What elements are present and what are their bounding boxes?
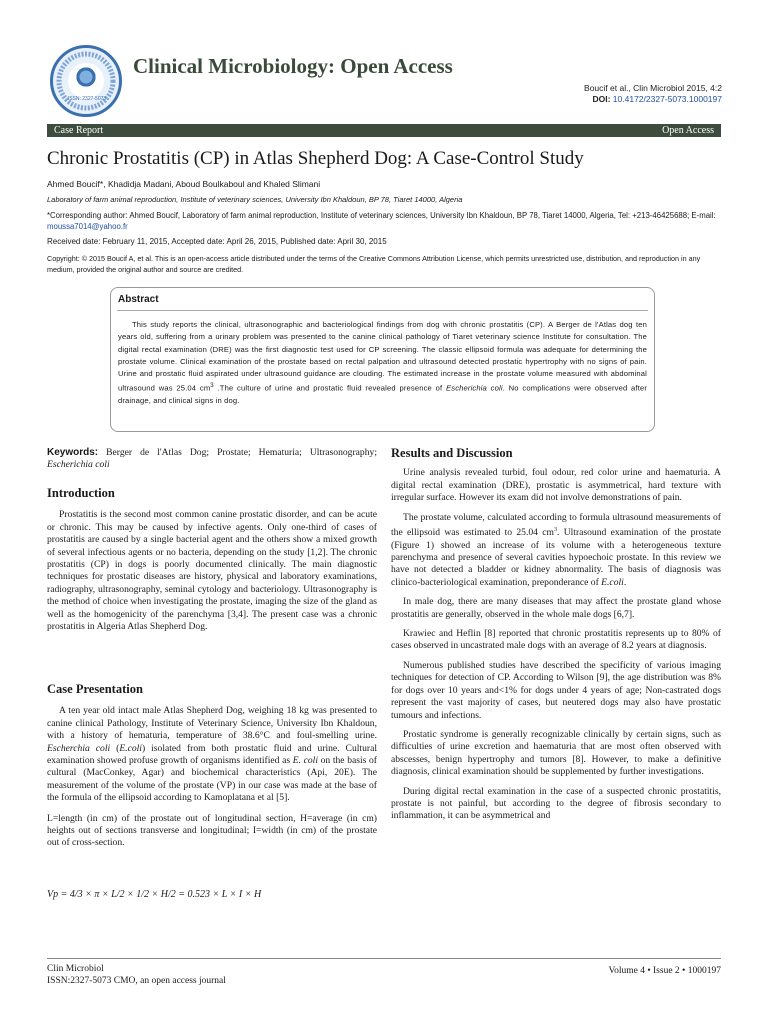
microbe-icon (71, 62, 101, 92)
results-paragraph-1: Urine analysis revealed turbid, foul odour, red color urine and haematuria. A digital rectal examination (DRE), prostatic is asymmetrical, hard texture with irregular surface. However its exam did not involve demonstrations of pain. (391, 467, 721, 504)
logo-issn: ISSN: 2327-5073 (67, 96, 107, 102)
introduction-section (47, 487, 377, 633)
corresponding-text: *Corresponding author: Ahmed Boucif, Laboratory of farm animal reproduction, Institute of veterinary sciences, University Ibn Khaldoun, BP 78, Tiaret 14000, Algeria, Tel: +213-46425688; E-mail: (47, 211, 716, 220)
paper-title: Chronic Prostatitis (CP) in Atlas Shepherd Dog: A Case-Control Study (47, 148, 584, 169)
divider (117, 310, 648, 311)
journal-logo (50, 45, 122, 117)
introduction-heading: Introduction (47, 486, 115, 500)
doi-link[interactable]: 10.4172/2327-5073.1000197 (612, 94, 722, 104)
results-paragraph-6: Prostatic syndrome is generally recognizable clinically by certain signs, such as difficulties of urine excretion and haematuria that are most often observed with abscesses, benign hypertrophy and tumors [8]. However, to make a definitive diagnosis, clinical examination should be supplemented by further investigations. (391, 728, 721, 778)
results-paragraph-7: During digital rectal examination in the case of a suspected chronic prostatitis, prostate is not painful, but according to the degree of fibrosis secondary to inflammation, it can be asymmetrical and (391, 785, 721, 822)
abstract-text: This study reports the clinical, ultrasonographic and bacteriological findings from dog with chronic prostatitis (CP). A Berger de l'Atlas dog ten years old, suffering from a urinary problem was presented to the canine clinical pathology of Tiaret veterinary science Institute for consultation. The digital rectal examination (DRE) was the first diagnostic test used for CP screening. The classic ellipsoid formula was adequate for determining the prostate volume. Clinical examination of the prostate based on rectal palpation and ultrasound detected prostatic hypertrophy with no signs of pain. Urine and prostatic fluid aspirated under ultrasound guidance are clouding. The estimated increase in the prostate volume measured with abdominal ultrasound was 25.04 $cm^3$ .The culture of urine and prostatic fluid revealed presence of Escherichia coli. No complications were observed after drainage, and clinical signs in dog. (118, 320, 648, 406)
citation: Boucif et al., Clin Microbiol 2015, 4:2 (584, 83, 722, 93)
footer-issn: ISSN:2327-5073 CMO, an open access journal (47, 976, 226, 986)
journal-title[interactable]: Clinical Microbiology: Open Access (133, 54, 453, 78)
results-paragraph-5: Numerous published studies have described the specificity of various imaging techniques for detection of CP. According to Wilson [9], the age distribution was 8% for dogs over 10 years and<1% for dogs under 4 years of age; Non-castrated dogs represent the vast majority of cases, but neutered dogs may also have prostatic tumours and infections. (391, 659, 721, 721)
results-paragraph-4: Krawiec and Heflin [8] reported that chronic prostatitis represents up to 80% of cases observed in uncastrated male dogs with an average of 8.2 years at diagnosis. (391, 628, 721, 652)
results-heading: Results and Discussion (391, 446, 513, 460)
doi-line (584, 94, 722, 105)
keywords-label: Keywords: (47, 447, 99, 458)
case-section (47, 683, 377, 850)
corresponding-author (47, 210, 727, 232)
case-definitions: L=length (in cm) of the prostate out of longitudinal section, H=average (in cm) heights out of sections transverse and longitudinal; I=width (in cm) of the prostate out of cross-section. (47, 812, 377, 849)
results-paragraph-3: In male dog, there are many diseases that may affect the prostate gland whose prostatitis are generally, observed in the whole male dogs [6,7]. (391, 596, 721, 620)
copyright: Copyright: © 2015 Boucif A, et al. This is an open-access article distributed under the terms of the Creative Commons Attribution License, which permits unrestricted use, distribution, and reproduction in any medium, provided the original author and source are credited. (47, 254, 701, 274)
abstract-box (110, 287, 655, 432)
article-type-band (47, 124, 721, 137)
authors: Ahmed Boucif*, Khadidja Madani, Aboud Boulkaboul and Khaled Slimani (47, 179, 321, 189)
email-link[interactable]: moussa7014@yahoo.fr (47, 222, 128, 231)
case-heading: Case Presentation (47, 682, 143, 696)
footer-journal (47, 963, 226, 987)
abstract-heading: Abstract (118, 294, 159, 305)
open-access-label: Open Access (662, 125, 714, 136)
introduction-text: Prostatitis is the second most common canine prostatic disorder, and can be acute or chronic. This may be caused by infective agents. Only one-third of cases of prostatitis are caused by a single bacterial agent and the others show a mixed growth of several infectious agents or no bacteria, depending on the study [1,2]. The chronic prostatitis (CP) in dogs is poorly documented clinically. The main diagnostic techniques for prostatic diseases are history, physical and laboratory examinations, radiography, ultrasonography, seminal cytology and bacteriology. Ultrasonography is the method of choice when investigating the prostate, imaging the size of the gland as well as the homogenicity of the parenchyma [3,4]. The present case was a chronic prostatitis in Algeria Atlas Shepherd Dog. (47, 509, 377, 633)
footer-volume: Volume 4 • Issue 2 • 1000197 (608, 966, 721, 976)
results-paragraph-2: The prostate volume, calculated according to formula ultrasound measurements of the ellipsoid was estimated to 25.04 $cm^3$. Ultrasound examination of the prostate (Figure 1) showed an increase of its volume with a heterogeneous texture parenchyma and presence of several cavities hypoechoic prostate. In this review we have not detected a bladder or kidney abnormality. The basis of diagnosis was clinico-bacteriological examination, preponderance of E.coli. (391, 511, 722, 588)
footer-journal-name: Clin Microbiol (47, 964, 104, 974)
results-section (391, 447, 721, 823)
citation-block (584, 83, 722, 105)
article-dates: Received date: February 11, 2015, Accepted date: April 26, 2015, Published date: April 30, 2015 (47, 237, 387, 246)
keywords: Keywords: Berger de l'Atlas Dog; Prostate; Hematuria; Ultrasonography; Escherichia coli (47, 447, 377, 471)
footer-divider (47, 958, 721, 959)
affiliation: Laboratory of farm animal reproduction, Institute of veterinary sciences, University Ibn Khaldoun, BP 78, Tiaret 14000, Algeria (47, 195, 463, 204)
doi-label: DOI: (592, 94, 611, 104)
article-type: Case Report (54, 125, 104, 136)
volume-formula: Vp = 4/3 × π × L/2 × 1/2 × H/2 = 0.523 × L × I × H (47, 889, 262, 900)
case-paragraph: A ten year old intact male Atlas Shepherd Dog, weighing 18 kg was presented to canine clinical Pathology, Institute of Veterinary Science, University Ibn Khaldoun, with a history of hematuria, temperature of 38.6°C and foul-smelling urine. Escherchia coli (E.coli) isolated from both prostatic fluid and urine. Cultural examination showed profuse growth of organisms identified as E. coli on the basis of cultural (MacConkey, Agar) and biochemical characteristics (Api, 20E). The measurement of the volume of the prostate (VP) in our case was made at the base of the formula of the ellipsoid according to Kamoplatana et al [5]. (47, 705, 378, 804)
